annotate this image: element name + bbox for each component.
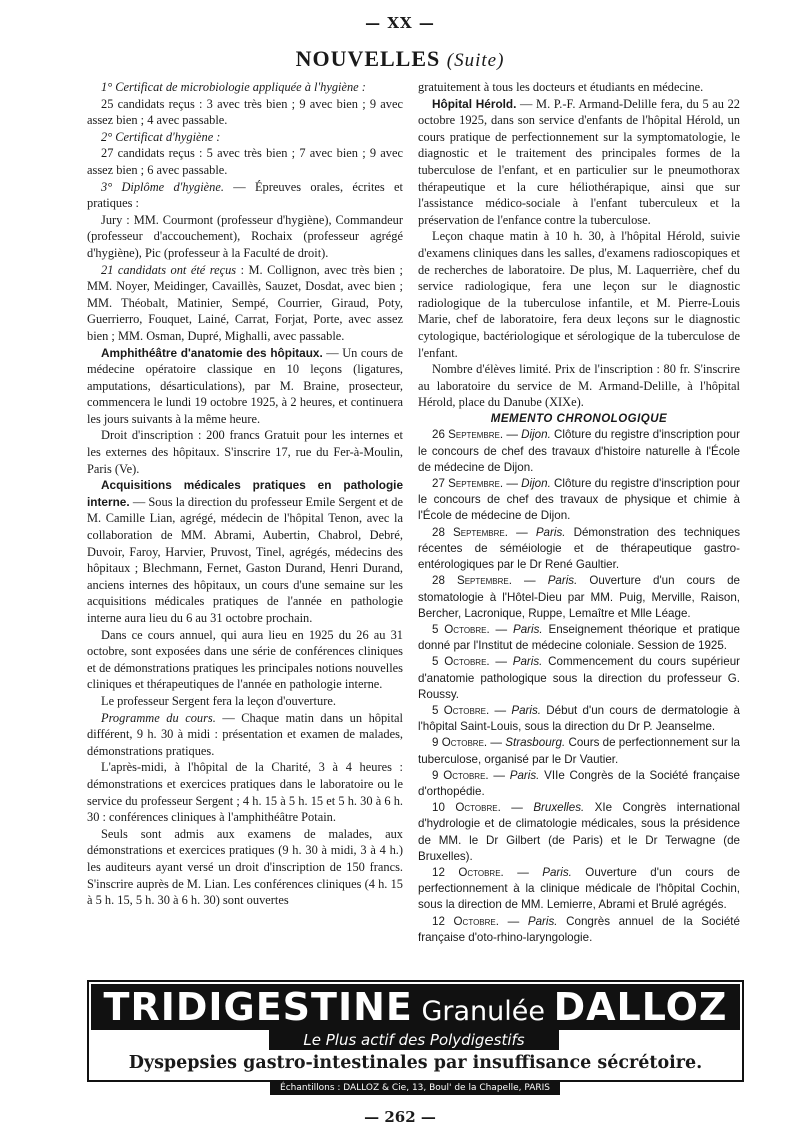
left-column bbox=[87, 79, 403, 909]
paragraph: 21 candidats ont été reçus : M. Collignon, avec très bien ; MM. Noyer, Meidinger, Cavaillès, Sauzet, Dosdat, avec bien ; MM. Théobalt, Matinier, Sempé, Courrier, Giraud, Poty, Guerrierro, Fouquet, Lainé, Carrat, Forjat, Porte, avec assez bien ; MM. Osman, Dupré, Mighalli, avec passable. bbox=[87, 262, 403, 343]
ad-tagline: Le Plus actif des Polydigestifs bbox=[269, 1030, 559, 1050]
memento-item: 9 Octobre. — Strasbourg. Cours de perfectionnement sur la tuberculose, organisé par le Dr Vautier. bbox=[418, 736, 740, 766]
memento-item: 5 Octobre. — Paris. Commencement du cours supérieur d'anatomie pathologique sous la direction du professeur G. Roussy. bbox=[418, 655, 740, 701]
paragraph: Acquisitions médicales pratiques en pathologie interne. — Sous la direction du professeur Emile Sergent et de M. Camille Lian, agrégé, médecin de l'hôpital Tenon, avec la collaboration de MM. Abrami, Aubertin, Chabrol, Debré, Duvoir, Faroy, Harvier, Pruvost, Tinel, agrégés, médecins des hôpitaux ; Blechmann, Fernet, Gaston Durand, Henri Durand, anciens internes des hôpitaux, un cours d'une semaine sur les acquisitions médicales pratiques de l'année en pathologie interne aura lieu du 6 au 31 octobre prochain. bbox=[87, 478, 403, 625]
memento-item: 27 Septembre. — Dijon. Clôture du registre d'inscription pour le concours de chef des travaux de physique et chimie à l'École de médecine de Dijon. bbox=[418, 477, 740, 523]
paragraph: Nombre d'élèves limité. Prix de l'inscription : 80 fr. S'inscrire au laboratoire du service de M. Armand-Delille, à l'hôpital Hérold, place du Danube (XIXe). bbox=[418, 362, 740, 410]
paragraph: 2° Certificat d'hygiène : bbox=[101, 129, 221, 144]
memento-item: 26 Septembre. — Dijon. Clôture du registre d'inscription pour le concours de chef des travaux d'histoire naturelle à l'École de médecine de Dijon. bbox=[418, 428, 740, 474]
paragraph: L'après-midi, à l'hôpital de la Charité, 3 à 4 heures : démonstrations et exercices pratiques dans le laboratoire ou le service du professeur Sergent ; 4 h. 15 à 5 h. 15 et 5 h. 30 à 6 h. 30 : conférences cliniques à l'amphithéâtre Potain. bbox=[87, 760, 403, 825]
paragraph: 27 candidats reçus : 5 avec très bien ; 7 avec bien ; 9 avec assez bien ; 6 avec passable. bbox=[87, 146, 403, 177]
memento-item: 5 Octobre. — Paris. Enseignement théorique et pratique donné par l'Institut de médecine coloniale. Session de 1925. bbox=[418, 622, 740, 653]
memento-heading: MEMENTO CHRONOLOGIQUE bbox=[490, 412, 668, 425]
paragraph: 25 candidats reçus : 3 avec très bien ; 9 avec bien ; 9 avec assez bien ; 4 avec passable. bbox=[87, 96, 403, 128]
paragraph: Droit d'inscription : 200 francs Gratuit pour les internes et les externes des hôpitaux. S'inscrire 17, rue du Fer-à-Moulin, Paris (Ve). bbox=[87, 428, 403, 476]
memento-list bbox=[418, 427, 740, 946]
memento-item: 28 Septembre. — Paris. Démonstration des techniques récentes de séméiologie et de thérapeutique gastro-entérologiques par le Dr René Gaultier. bbox=[418, 525, 740, 572]
paragraph: Hôpital Hérold. — M. P.-F. Armand-Delille fera, du 5 au 22 octobre 1925, dans son service d'enfants de l'hôpital Hérold, un cours pratique de perfectionnement sur la symptomatologie, le diagnostic et le traitement des principales formes de la tuberculose de l'enfant, et en particulier sur le pneumothorax thérapeutique et la cure héliothérapique, ainsi que sur l'assistance médico-sociale à l'enfant tuberculeux et la préservation de l'enfance contre la tuberculose. bbox=[418, 96, 740, 227]
paragraph: 3° Diplôme d'hygiène. — Épreuves orales, écrites et pratiques : bbox=[87, 179, 403, 211]
paragraph: 1° Certificat de microbiologie appliquée à l'hygiène : bbox=[101, 80, 366, 94]
paragraph: Jury : MM. Courmont (professeur d'hygiène), Commandeur (professeur d'accouchement), Rochaix (professeur agrégé d'hygiène), Pic (professeur à la Faculté de droit). bbox=[87, 212, 403, 260]
paragraph: gratuitement à tous les docteurs et étudiants en médecine. bbox=[418, 80, 704, 94]
section-title-text: NOUVELLES bbox=[295, 46, 441, 71]
paragraph: Leçon chaque matin à 10 h. 30, à l'hôpital Hérold, suivie d'examens cliniques dans les salles, d'examens radioscopiques et de recherches de laboratoire. De plus, M. Laquerrière, chef du service radiologique, fera une leçon sur le diagnostic radiologique de la tuberculose infantile, et M. Pierre-Louis Marie, chef de laboratoire, fera deux leçons sur le diagnostic cytologique, bactériologique et sérologique de la tuberculose de l'enfant. bbox=[418, 229, 740, 360]
ad-brand-name: TRIDIGESTINE bbox=[103, 985, 413, 1029]
page-number: — 262 — bbox=[364, 1108, 436, 1126]
memento-item: 28 Septembre. — Paris. Ouverture d'un cours de stomatologie à l'Hôtel-Dieu par MM. Puig, Merville, Raison, Bercher, Lacronique, Ruppe, Lemaître et Mlle Léage. bbox=[418, 574, 740, 620]
ad-samples-address: Échantillons : DALLOZ & Cie, 13, Boul' de la Chapelle, PARIS bbox=[270, 1081, 560, 1095]
ad-brand-form: Granulée bbox=[412, 996, 554, 1027]
section-title bbox=[0, 46, 800, 72]
ad-brand-maker: DALLOZ bbox=[553, 985, 728, 1029]
memento-item: 9 Octobre. — Paris. VIIe Congrès de la Société française d'orthopédie. bbox=[418, 768, 740, 798]
paragraph: Amphithéâtre d'anatomie des hôpitaux. — Un cours de médecine opératoire classique en 10 leçons (ligatures, amputations, désarticulations), par M. Braine, prosecteur, commencera le lundi 19 octobre 1925, à 2 heures, et continuera les jours suivants à la même heure. bbox=[87, 345, 403, 426]
paragraph: Le professeur Sergent fera la leçon d'ouverture. bbox=[101, 693, 336, 708]
memento-item: 12 Octobre. — Paris. Congrès annuel de la Société française d'oto-rhino-laryngologie. bbox=[418, 914, 740, 944]
ad-main-text: Dyspepsies gastro-intestinales par insuffisance sécrétoire. bbox=[128, 1053, 703, 1073]
section-title-suite: (Suite) bbox=[446, 50, 505, 71]
paragraph: Dans ce cours annuel, qui aura lieu en 1925 du 26 au 31 octobre, sont exposées dans une série de conférences cliniques et de démonstrations pratiques les principales notions nouvelles cliniques et thérapeutiques de l'année en pathologie interne. bbox=[87, 627, 403, 692]
ad-brand-banner bbox=[91, 984, 740, 1030]
paragraph: Programme du cours. — Chaque matin dans un hôpital différent, 9 h. 30 à midi : présentation et examen de malades, démonstrations pratiques. bbox=[87, 710, 404, 758]
right-column bbox=[418, 79, 740, 946]
advertisement bbox=[87, 980, 744, 1082]
memento-item: 10 Octobre. — Bruxelles. XIe Congrès international d'hydrologie et de climatologie médicales, sous la présidence de MM. le Dr Gilbert (de Paris) et le Dr Terwagne (de Bruxelles). bbox=[418, 801, 740, 863]
paragraph: Seuls sont admis aux examens de malades, aux démonstrations et exercices pratiques (9 h. 30 à midi, 3 à 4 h.) les auditeurs ayant versé un droit d'inscription de 150 francs. S'inscrire auprès de M. Lian. Les conférences cliniques (4 h. 15 à 5 h. 15, 5 h. 30 à 6 h. 30) sont ouvertes bbox=[87, 826, 403, 908]
memento-item: 12 Octobre. — Paris. Ouverture d'un cours de perfectionnement à la clinique médicale de l'hôpital Cochin, sous la direction de MM. Lemierre, Abrami et Brulé agrégés. bbox=[418, 865, 740, 912]
page-header-roman: — XX — bbox=[365, 14, 435, 32]
memento-item: 5 Octobre. — Paris. Début d'un cours de dermatologie à l'hôpital Saint-Louis, sous la direction du Dr P. Jeanselme. bbox=[418, 703, 740, 734]
